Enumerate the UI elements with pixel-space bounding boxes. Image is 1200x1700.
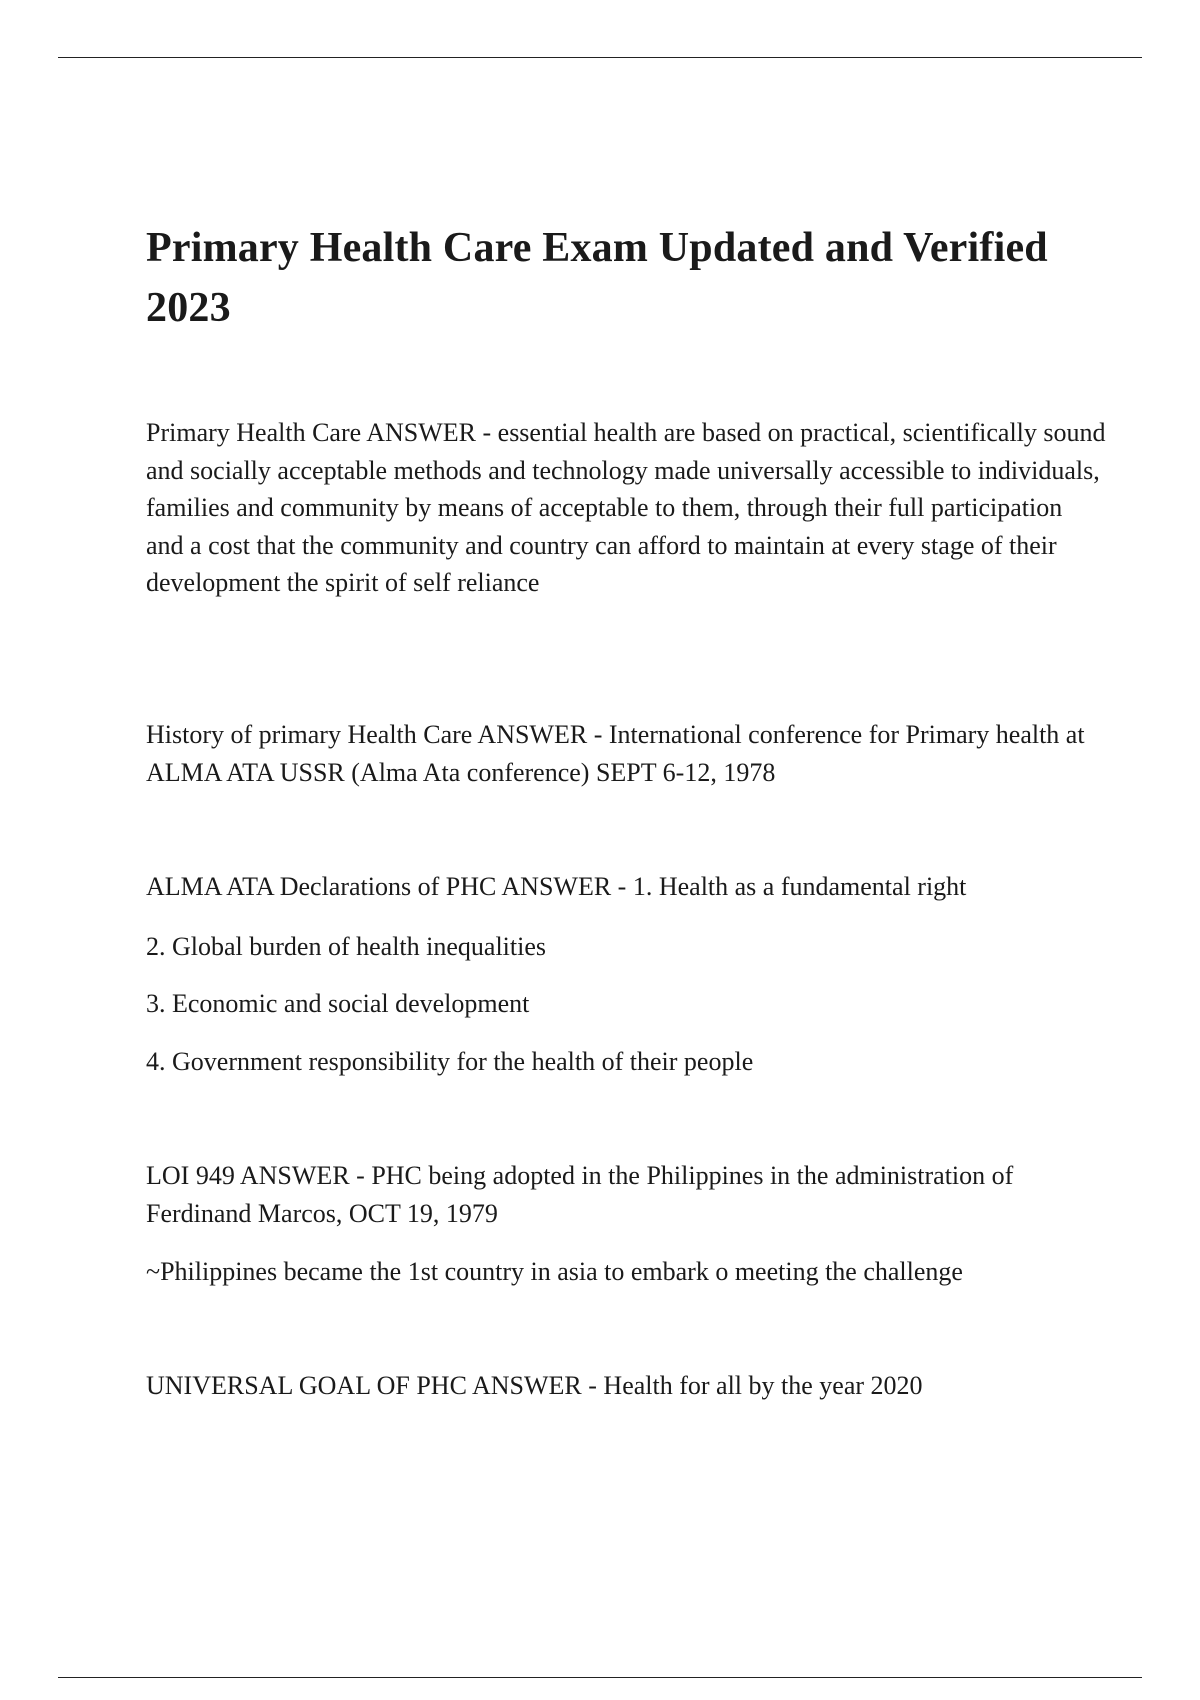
qa-universal-goal-of-phc: UNIVERSAL GOAL OF PHC ANSWER - Health for all by the year 2020 [146, 1371, 923, 1400]
declaration-item-3: 3. Economic and social development [146, 989, 530, 1018]
declaration-item-2: 2. Global burden of health inequalities [146, 932, 547, 961]
top-rule [58, 57, 1142, 58]
note-philippines-first-in-asia: ~Philippines became the 1st country in asia to embark o meeting the challenge [146, 1257, 963, 1286]
declaration-item-4: 4. Government responsibility for the health of their people [146, 1047, 754, 1076]
qa-alma-ata-declarations: ALMA ATA Declarations of PHC ANSWER - 1. Health as a fundamental right [146, 872, 967, 901]
document-body [146, 218, 1106, 1400]
document-title: Primary Health Care Exam Updated and Verified 2023 [146, 225, 1048, 331]
qa-primary-health-care: Primary Health Care ANSWER - essential health are based on practical, scientifically sound and socially acceptable methods and technology made universally accessible to individuals, families and community by means of acceptable to them, through their full participation and a cost that the community and country can afford to maintain at every stage of their development the spirit of self reliance [146, 418, 1106, 597]
qa-loi-949: LOI 949 ANSWER - PHC being adopted in the Philippines in the administration of Ferdinand Marcos, OCT 19, 1979 [146, 1161, 1014, 1228]
qa-history-of-phc: History of primary Health Care ANSWER - International conference for Primary health at ALMA ATA USSR (Alma Ata conference) SEPT 6-12, 1978 [146, 720, 1085, 787]
bottom-rule [58, 1677, 1142, 1678]
